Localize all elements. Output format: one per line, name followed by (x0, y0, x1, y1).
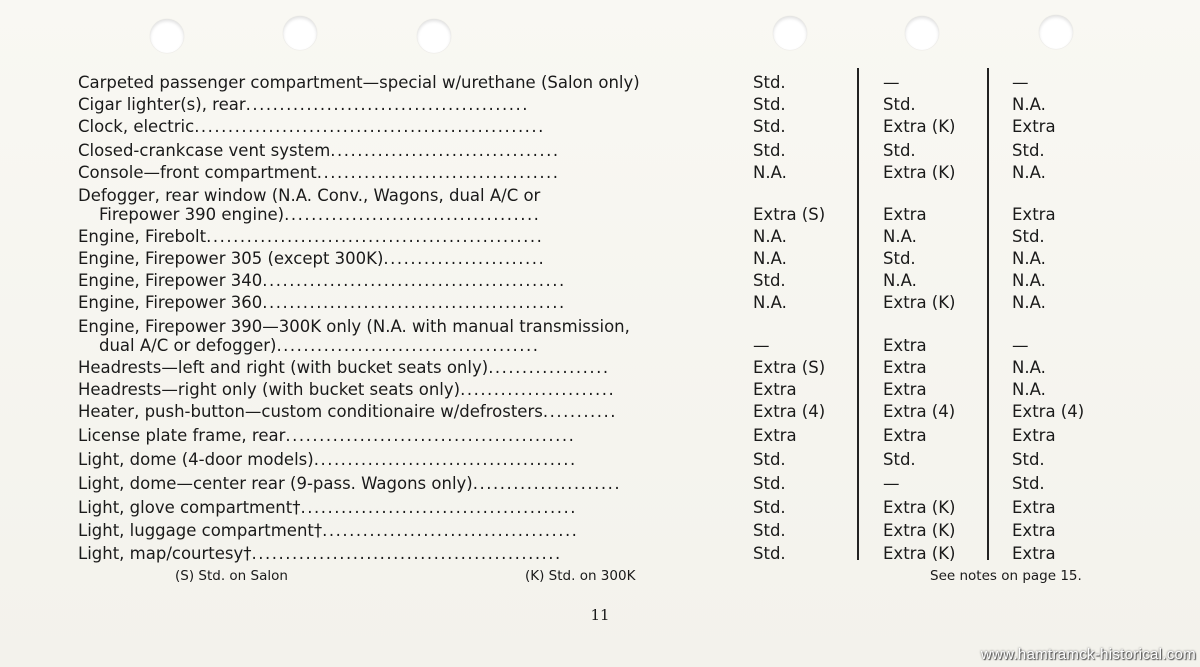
item-name (78, 226, 718, 248)
value-c1: Extra (753, 380, 797, 399)
leader-dots: .................................................. (206, 227, 544, 246)
leader-dots: ....................................... (313, 450, 577, 469)
item-label: Light, map/courtesy† (78, 544, 252, 563)
value-c3: Extra (1012, 544, 1056, 563)
item-label: Light, dome (4-door models) (78, 450, 314, 469)
item-label: Engine, Firepower 390—300K only (N.A. with manual transmission, (78, 317, 630, 336)
item-name (78, 543, 718, 565)
item-label: Closed-crankcase vent system (78, 141, 331, 160)
leader-dots: ............................................. (262, 271, 566, 290)
value-c2: Extra (883, 358, 927, 377)
table-row (0, 94, 1200, 116)
value-c3: Std. (1012, 474, 1045, 493)
item-name (78, 116, 718, 138)
leader-dots: .......................................... (245, 95, 529, 114)
value-c1: N.A. (753, 293, 787, 312)
table-row (0, 226, 1200, 248)
value-c3: N.A. (1012, 95, 1046, 114)
value-c2: Extra (K) (883, 544, 956, 563)
item-name (78, 473, 718, 495)
item-name (78, 270, 718, 292)
value-c3: N.A. (1012, 293, 1046, 312)
table-row (0, 497, 1200, 519)
table-row (0, 140, 1200, 162)
value-c3: Extra (4) (1012, 402, 1085, 421)
value-c1: Std. (753, 521, 786, 540)
value-c3: N.A. (1012, 358, 1046, 377)
leader-dots: ......................................... (300, 498, 578, 517)
value-c1: Std. (753, 141, 786, 160)
value-c1: Std. (753, 95, 786, 114)
item-label: dual A/C or defogger) (78, 336, 277, 355)
item-label: Engine, Firebolt (78, 227, 207, 246)
item-name (78, 140, 718, 162)
leader-dots: ....................... (460, 380, 616, 399)
value-c1: Std. (753, 450, 786, 469)
leader-dots: ........................................... (285, 426, 576, 445)
value-c3: — (1012, 336, 1029, 355)
item-label: Light, luggage compartment† (78, 521, 323, 540)
item-label: Light, dome—center rear (9-pass. Wagons only) (78, 474, 473, 493)
watermark-url: www.hamtramck-historical.com (980, 646, 1196, 663)
item-name (78, 401, 718, 423)
table-row (0, 72, 1200, 94)
value-c1: Extra (S) (753, 358, 826, 377)
table-row (0, 449, 1200, 471)
table-row (0, 335, 1200, 357)
leader-dots: ....................................... (276, 336, 540, 355)
table-row (0, 473, 1200, 495)
footnote-salon: (S) Std. on Salon (175, 568, 288, 584)
value-c2: Extra (K) (883, 293, 956, 312)
value-c1: Extra (4) (753, 402, 826, 421)
table-row (0, 204, 1200, 226)
value-c3: Std. (1012, 141, 1045, 160)
leader-dots: .................................................... (194, 117, 545, 136)
value-c2: N.A. (883, 271, 917, 290)
table-row (0, 425, 1200, 447)
value-c1: Std. (753, 474, 786, 493)
item-label: Carpeted passenger compartment—special w/urethane (Salon only) (78, 73, 640, 92)
item-name (78, 357, 718, 379)
item-label: Engine, Firepower 305 (except 300K) (78, 249, 384, 268)
value-c3: Extra (1012, 117, 1056, 136)
value-c1: Std. (753, 73, 786, 92)
value-c3: N.A. (1012, 163, 1046, 182)
value-c1: Extra (753, 426, 797, 445)
value-c1: Std. (753, 271, 786, 290)
table-row (0, 248, 1200, 270)
footnote-notes: See notes on page 15. (930, 568, 1082, 584)
item-name (78, 425, 718, 447)
value-c2: Std. (883, 450, 916, 469)
value-c2: Extra (K) (883, 521, 956, 540)
value-c3: N.A. (1012, 271, 1046, 290)
page-number: 11 (590, 606, 610, 624)
table-row (0, 270, 1200, 292)
value-c2: Std. (883, 95, 916, 114)
leader-dots: .................. (488, 358, 610, 377)
item-label: Defogger, rear window (N.A. Conv., Wagons, dual A/C or (78, 186, 541, 205)
leader-dots: ...................................... (284, 205, 541, 224)
item-label: Engine, Firepower 340 (78, 271, 263, 290)
value-c1: N.A. (753, 163, 787, 182)
item-label: Console—front compartment (78, 163, 317, 182)
item-name (78, 497, 718, 519)
table-row (0, 116, 1200, 138)
value-c2: — (883, 73, 900, 92)
item-label: Heater, push-button—custom conditionaire w/defrosters (78, 402, 543, 421)
value-c3: N.A. (1012, 249, 1046, 268)
value-c3: Extra (1012, 521, 1056, 540)
table-row (0, 162, 1200, 184)
item-label: License plate frame, rear (78, 426, 286, 445)
value-c1: Std. (753, 117, 786, 136)
leader-dots: ............................................. (262, 293, 566, 312)
value-c1: Std. (753, 544, 786, 563)
value-c2: N.A. (883, 227, 917, 246)
leader-dots: .................................... (316, 163, 560, 182)
value-c2: Extra (K) (883, 117, 956, 136)
value-c2: Std. (883, 249, 916, 268)
item-name (78, 520, 718, 542)
item-label: Headrests—left and right (with bucket seats only) (78, 358, 489, 377)
value-c3: N.A. (1012, 380, 1046, 399)
value-c2: — (883, 474, 900, 493)
item-label: Engine, Firepower 360 (78, 293, 263, 312)
value-c3: Extra (1012, 426, 1056, 445)
item-label: Headrests—right only (with bucket seats only) (78, 380, 461, 399)
value-c2: Extra (K) (883, 498, 956, 517)
item-name (78, 162, 718, 184)
value-c2: Extra (883, 336, 927, 355)
table-row (0, 292, 1200, 314)
item-name (78, 94, 718, 116)
leader-dots: ...................................... (322, 521, 579, 540)
item-label: Clock, electric (78, 117, 195, 136)
leader-dots: .............................................. (251, 544, 562, 563)
item-name (78, 449, 718, 471)
value-c3: Std. (1012, 450, 1045, 469)
value-c1: Std. (753, 498, 786, 517)
item-name (78, 204, 718, 226)
leader-dots: ...................... (472, 474, 622, 493)
value-c2: Extra (K) (883, 163, 956, 182)
value-c1: Extra (S) (753, 205, 826, 224)
leader-dots: .................................. (330, 141, 560, 160)
item-label: Light, glove compartment† (78, 498, 301, 517)
leader-dots: ........... (542, 402, 618, 421)
item-name (78, 72, 718, 94)
value-c1: N.A. (753, 249, 787, 268)
table-row (0, 543, 1200, 565)
item-name (78, 248, 718, 270)
table-row (0, 379, 1200, 401)
value-c2: Extra (4) (883, 402, 956, 421)
table-row (0, 357, 1200, 379)
leader-dots: ........................ (383, 249, 546, 268)
value-c2: Extra (883, 426, 927, 445)
value-c1: N.A. (753, 227, 787, 246)
footnote-300k: (K) Std. on 300K (525, 568, 636, 584)
value-c2: Std. (883, 141, 916, 160)
value-c3: Extra (1012, 205, 1056, 224)
table-row (0, 520, 1200, 542)
value-c3: Std. (1012, 227, 1045, 246)
item-name (78, 292, 718, 314)
value-c2: Extra (883, 205, 927, 224)
table-row (0, 401, 1200, 423)
item-label: Cigar lighter(s), rear (78, 95, 246, 114)
item-name (78, 335, 718, 357)
item-label: Firepower 390 engine) (78, 205, 285, 224)
value-c1: — (753, 336, 770, 355)
value-c3: — (1012, 73, 1029, 92)
value-c2: Extra (883, 380, 927, 399)
item-name (78, 379, 718, 401)
value-c3: Extra (1012, 498, 1056, 517)
